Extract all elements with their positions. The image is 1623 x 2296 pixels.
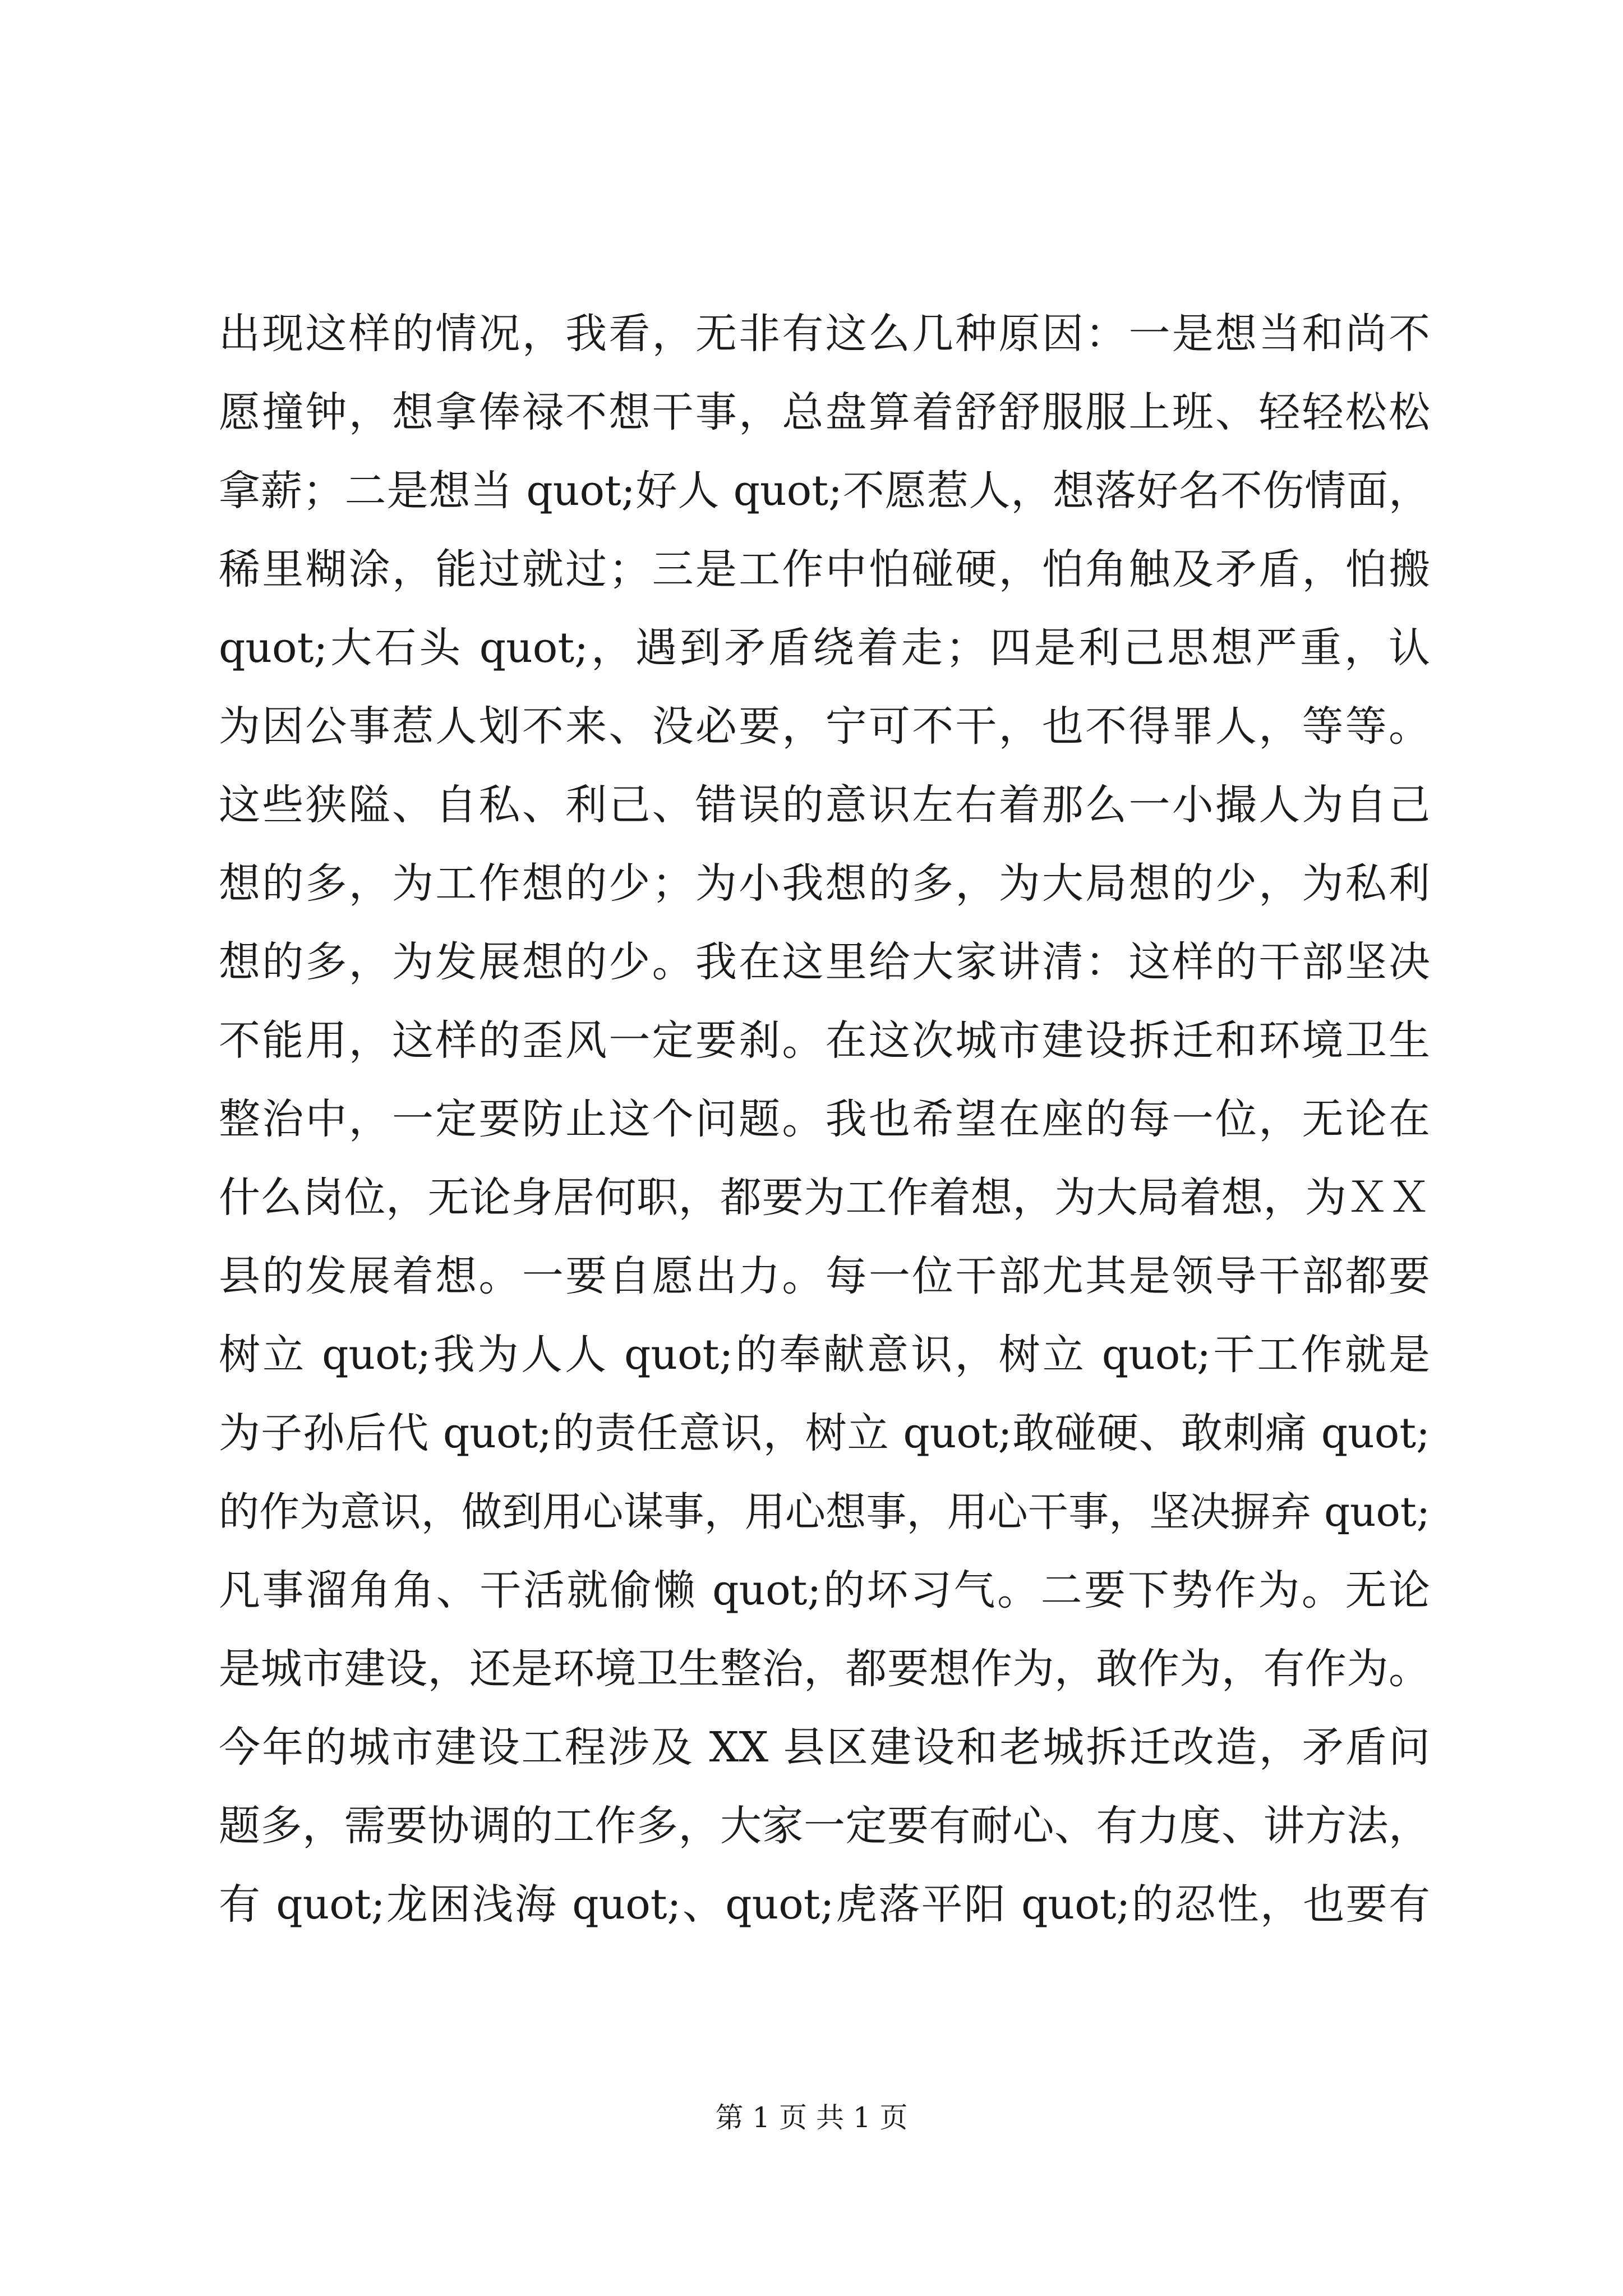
- text-line: 为子孙后代 quot;的责任意识，树立 quot;敢碰硬、敢刺痛 quot;: [219, 1409, 1430, 1457]
- text-line: 整治中，一定要防止这个问题。我也希望在座的每一位，无论在: [219, 1095, 1430, 1143]
- text-line: 为因公事惹人划不来、没必要，宁可不干，也不得罪人，等等。: [219, 702, 1430, 751]
- text-line: 稀里糊涂，能过就过；三是工作中怕碰硬，怕角触及矛盾，怕搬: [219, 545, 1430, 593]
- text-line: 凡事溜角角、干活就偷懒 quot;的坏习气。二要下势作为。无论: [219, 1566, 1430, 1614]
- page-footer: [0, 2098, 1623, 2137]
- text-line: 县的发展着想。一要自愿出力。每一位干部尤其是领导干部都要: [219, 1252, 1430, 1300]
- text-line: 今年的城市建设工程涉及 XX 县区建设和老城拆迁改造，矛盾问: [219, 1723, 1430, 1772]
- text-line: 想的多，为发展想的少。我在这里给大家讲清：这样的干部坚决: [219, 938, 1430, 986]
- text-line: 想的多，为工作想的少；为小我想的多，为大局想的少，为私利: [219, 859, 1430, 908]
- page-number: 第 1 页 共 1 页: [715, 2101, 908, 2134]
- body-text: [219, 295, 1430, 1944]
- text-line: 的作为意识，做到用心谋事，用心想事，用心干事，坚决摒弃 quot;: [219, 1488, 1430, 1535]
- text-line: 什么岗位，无论身居何职，都要为工作着想，为大局着想，为ＸＸ: [219, 1174, 1430, 1222]
- text-line: 拿薪；二是想当 quot;好人 quot;不愿惹人，想落好名不伤情面，: [219, 467, 1430, 515]
- text-line: 出现这样的情况，我看，无非有这么几种原因：一是想当和尚不: [219, 310, 1430, 358]
- text-line: 题多，需要协调的工作多，大家一定要有耐心、有力度、讲方法，: [219, 1802, 1430, 1850]
- text-line: 有 quot;龙困浅海 quot;、quot;虎落平阳 quot;的忍性，也要有: [219, 1880, 1430, 1929]
- text-line: 愿撞钟，想拿俸禄不想干事，总盘算着舒舒服服上班、轻轻松松: [219, 388, 1430, 436]
- text-line: 是城市建设，还是环境卫生整治，都要想作为，敢作为，有作为。: [219, 1645, 1430, 1693]
- text-line: quot;大石头 quot;，遇到矛盾绕着走；四是利己思想严重，认: [219, 624, 1430, 672]
- text-line: 这些狭隘、自私、利己、错误的意识左右着那么一小撮人为自己: [219, 781, 1430, 829]
- text-line: 树立 quot;我为人人 quot;的奉献意识，树立 quot;干工作就是: [219, 1331, 1430, 1379]
- text-line: 不能用，这样的歪风一定要刹。在这次城市建设拆迁和环境卫生: [219, 1016, 1430, 1065]
